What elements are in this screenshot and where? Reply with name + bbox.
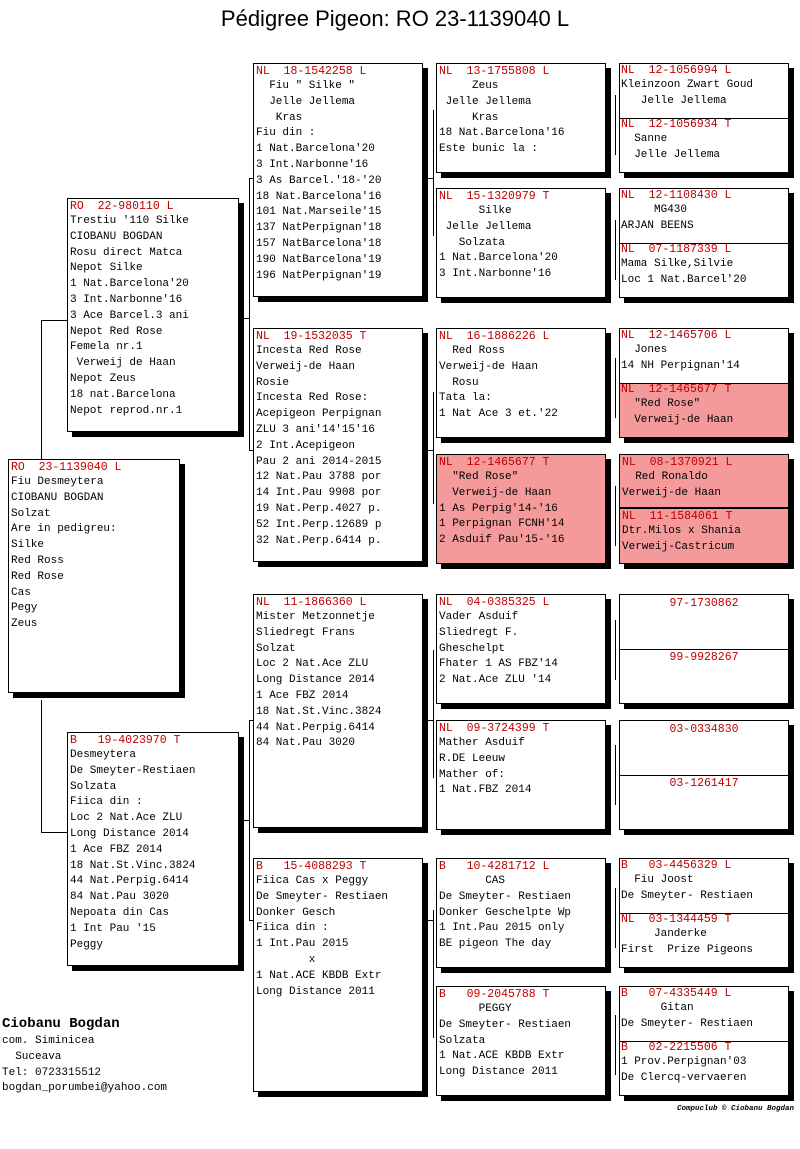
pigeon-info-line: Fiu " Silke " [256,80,356,92]
pigeon-info-line: Verweij-de Haan [439,486,552,499]
ring-number[interactable]: 03-1261417 [669,777,739,790]
pigeon-info-line: 18 Nat.Barcelona'16 [439,127,565,140]
pigeon-card-dam[interactable] [67,732,239,966]
pigeon-info-line: PEGGY [439,1003,512,1015]
ring-number: NL 12-1108430 L [621,189,732,202]
connector [615,620,616,680]
ring-number: B 07-4335449 L [621,987,732,1000]
pigeon-info-line: Mather Asduif [439,737,525,749]
ring-number: NL 18-1542258 L [256,65,367,78]
connector [249,820,250,920]
pigeon-info-line: Nepoata din Cas [70,906,170,919]
pigeon-info-line: Incesta Red Rose: [256,392,369,405]
connector [41,320,42,460]
pigeon-info-line: 44 Nat.Perpig.6414 [256,721,375,734]
connector [433,910,434,1038]
pigeon-info-line: Fiu Desmeytera [11,476,104,488]
owner-line: com. Siminicea [2,1035,95,1047]
connector [422,178,433,179]
connector [41,700,42,832]
ring-number: NL 11-1584061 T [622,510,733,523]
connector [433,110,434,236]
pigeon-info-line: Solzat [256,642,296,655]
pigeon-info-line: 18 nat.Barcelona [70,388,176,401]
pigeon-info-line: Gitan [621,1002,694,1014]
pigeon-info-line: Fiica din : [256,922,329,935]
pigeon-info-line: 1 Nat.ACE KBDB Extr [439,1050,565,1063]
pigeon-info-line: Verweij-de Haan [256,360,356,373]
pigeon-info-line: 1 Int.Pau 2015 [256,938,349,951]
pigeon-info-line: Kras [256,111,303,124]
ring-number: NL 12-1056994 L [621,64,732,77]
pigeon-card-gggp[interactable] [619,454,789,508]
pigeon-info-line: De Smeyter- Restiaen [439,1018,572,1031]
pigeon-info-line: Janderke [621,928,707,940]
pigeon-info-line: Dtr.Milos x Shania [622,525,741,537]
pigeon-info-line: Silke [11,539,45,552]
connector [433,650,434,778]
pigeon-info-line: Red Rose [11,570,64,583]
pigeon-card-great-grandparent[interactable] [436,63,606,173]
ring-number: NL 13-1755808 L [439,65,550,78]
ring-number[interactable]: 03-0334830 [669,723,739,736]
pigeon-info-line: Loc 2 Nat.Ace ZLU [70,812,183,825]
owner-email[interactable]: bogdan_porumbei@yahoo.com [2,1082,168,1095]
pigeon-info-line: 3 Ace Barcel.3 ani [70,309,189,322]
connector [615,220,616,280]
pigeon-info-line: De Smeyter-Restiaen [70,764,196,777]
ring-number: B 15-4088293 T [256,860,367,873]
pigeon-info-line: Jelle Jellema [621,148,721,161]
ring-number[interactable]: 97-1730862 [669,597,739,610]
pigeon-info-line: 1 As Perpig'14-'16 [439,502,558,515]
pigeon-info-line: First Prize Pigeons [621,943,754,956]
pigeon-info-line: Solzat [11,507,51,520]
ring-number: NL 11-1866360 L [256,596,367,609]
pigeon-info-line: Verweij-de Haan [622,486,722,499]
pigeon-info-line: Jelle Jellema [256,95,356,108]
pigeon-info-line: 52 Int.Perp.12689 p [256,518,382,531]
pigeon-card-great-grandparent[interactable] [436,594,606,704]
pigeon-info-line: Solzata [70,780,117,793]
ring-number: RO 22-980110 L [70,200,174,213]
pigeon-info-line: De Smeyter- Restiaen [621,1017,754,1030]
pigeon-card-grandparent[interactable] [253,63,423,297]
pigeon-info-line: Are in pedigreu: [11,523,117,536]
pigeon-info-line: Peggy [70,938,104,951]
pigeon-info-line: 1 Nat.FBZ 2014 [439,784,532,797]
pigeon-info-line: 1 Nat.ACE KBDB Extr [256,969,382,982]
ring-number: B 10-4281712 L [439,860,550,873]
pigeon-info-line: 18 Nat.St.Vinc.3824 [70,859,196,872]
pigeon-info-line: Desmeytera [70,749,137,761]
pigeon-info-line: Nepot Red Rose [70,325,163,338]
pigeon-info-line: Tata la: [439,392,492,405]
pigeon-info-line: CAS [439,875,506,887]
pigeon-info-line: 101 Nat.Marseile'15 [256,206,382,219]
pigeon-info-line: 32 Nat.Perp.6414 p. [256,534,382,547]
owner-name: Ciobanu Bogdan [2,1016,120,1032]
pigeon-info-line: Zeus [439,80,499,92]
pigeon-info-line: 14 NH Perpignan'14 [621,359,740,372]
pigeon-info-line: De Smeyter- Restiaen [439,890,572,903]
pigeon-info-line: Trestiu '110 Silke [70,215,189,227]
pigeon-info-line: 1 Perpignan FCNH'14 [439,518,565,531]
pigeon-info-line: Fiu din : [256,127,316,140]
pigeon-info-line: 1 Nat.Barcelona'20 [256,143,375,156]
pigeon-info-line: Solzata [439,1034,486,1047]
pigeon-info-line: MG430 [621,204,688,216]
pigeon-info-line: Fiica Cas x Peggy [256,875,369,887]
pair-divider [620,775,788,776]
pigeon-card-subject[interactable] [8,459,180,693]
pigeon-info-line: Red Ronaldo [622,471,708,483]
pigeon-info-line: 1 Nat.Barcelona'20 [439,252,558,265]
pigeon-card-great-grandparent[interactable] [436,188,606,298]
owner-line: Suceava [2,1050,62,1063]
pigeon-info-line: 1 Int Pau '15 [70,922,156,935]
pigeon-info-line: 157 NatBarcelona'18 [256,237,382,250]
pigeon-info-line: Jelle Jellema [439,95,532,108]
connector [615,1015,616,1075]
ring-number: NL 04-0385325 L [439,596,550,609]
pigeon-info-line: 2 Int.Acepigeon [256,439,356,452]
pigeon-info-line: "Red Rose" [439,471,519,483]
connector [615,888,616,948]
page-title: Pédigree Pigeon: RO 23-1139040 L [220,6,570,31]
connector [615,486,616,546]
connector [239,820,249,821]
pigeon-info-line: Mister Metzonnetje [256,611,375,623]
pigeon-info-line: 84 Nat.Pau 3020 [256,737,356,750]
pigeon-info-line: x [256,953,316,966]
connector [422,920,433,921]
pigeon-info-line: R.DE Leeuw [439,752,506,765]
pigeon-pair-card [619,720,789,830]
pigeon-info-line: 18 Nat.St.Vinc.3824 [256,705,382,718]
pigeon-info-line: ZLU 3 ani'14'15'16 [256,423,375,436]
pigeon-info-line: Kras [439,111,499,124]
ring-number: NL 12-1465677 T [621,383,732,396]
pigeon-info-line: Fiica din : [70,796,143,809]
ring-number: B 03-4456329 L [621,859,732,872]
ring-number: RO 23-1139040 L [11,461,122,474]
pigeon-info-line: 3 Int.Narbonne'16 [256,158,369,171]
pigeon-info-line: Verweij-de Haan [439,360,539,373]
pigeon-card-grandparent[interactable] [253,328,423,562]
pigeon-info-line: De Clercq-vervaeren [621,1071,747,1084]
pigeon-info-line: 3 Int.Narbonne'16 [439,268,552,281]
pigeon-pair-card [619,594,789,704]
ring-number: NL 08-1370921 L [622,456,733,469]
pigeon-card-gggp[interactable] [619,63,789,117]
pigeon-info-line: 1 Int.Pau 2015 only [439,922,565,935]
pigeon-info-line: Fhater 1 AS FBZ'14 [439,658,558,671]
pigeon-card-great-grandparent[interactable] [436,720,606,830]
pigeon-info-line: CIOBANU BOGDAN [11,491,104,504]
pigeon-card-grandparent[interactable] [253,858,423,1092]
pigeon-info-line: Acepigeon Perpignan [256,408,382,421]
pigeon-info-line: Sanne [621,133,668,145]
pigeon-info-line: Rosie [256,376,290,389]
pigeon-info-line: 1 Prov.Perpignan'03 [621,1056,747,1068]
pigeon-info-line: Vader Asduif [439,611,519,623]
pigeon-info-line: 1 Nat.Barcelona'20 [70,278,189,291]
pigeon-info-line: 2 Asduif Pau'15-'16 [439,534,565,547]
pigeon-info-line: Verweij-de Haan [621,413,734,426]
pigeon-info-line: Pau 2 ani 2014-2015 [256,455,382,468]
pigeon-info-line: Mather of: [439,768,506,781]
pigeon-info-line: BE pigeon The day [439,938,552,951]
pigeon-card-great-grandparent[interactable] [436,328,606,438]
pigeon-info-line: Rosu [439,376,479,389]
pigeon-info-line: Incesta Red Rose [256,345,362,357]
pigeon-card-gggp[interactable] [619,188,789,242]
pigeon-info-line: Long Distance 2011 [439,1066,558,1079]
pigeon-info-line: Red Ross [11,554,64,567]
pigeon-info-line: Este bunic la : [439,143,539,156]
pigeon-info-line: Donker Geschelpte Wp [439,906,572,919]
pigeon-card-gggp[interactable] [619,382,789,438]
pigeon-card-gggp[interactable] [619,508,789,564]
ring-number: NL 07-1187339 L [621,243,732,256]
pigeon-info-line: Loc 2 Nat.Ace ZLU [256,658,369,671]
pigeon-info-line: 84 Nat.Pau 3020 [70,891,170,904]
pigeon-info-line: ARJAN BEENS [621,219,694,232]
pigeon-info-line: Sliedregt F. [439,626,519,639]
pigeon-card-gggp[interactable] [619,328,789,382]
pair-divider [620,649,788,650]
pigeon-info-line: 3 Int.Narbonne'16 [70,293,183,306]
pigeon-info-line: Silke [439,205,512,217]
connector [433,392,434,504]
pigeon-info-line: Gheschelpt [439,642,506,655]
connector [249,318,250,450]
pigeon-info-line: 12 Nat.Pau 3788 por [256,471,382,484]
pigeon-card-grandparent[interactable] [253,594,423,828]
footer-credit: Compuclub © Ciobanu Bogdan [676,1105,794,1113]
pigeon-info-line: Sliedregt Frans [256,626,356,639]
pigeon-info-line: Femela nr.1 [70,341,143,354]
pigeon-card-great-grandparent[interactable] [436,454,606,564]
connector [615,745,616,805]
pigeon-info-line: Loc 1 Nat.Barcel'20 [621,273,747,286]
connector [41,832,69,833]
pigeon-info-line: Verweij-Castricum [622,540,735,553]
pigeon-info-line: Jelle Jellema [439,220,532,233]
ring-number: NL 12-1465677 T [439,456,550,469]
ring-number: B 09-2045788 T [439,988,550,1001]
ring-number: B 02-2215506 T [621,1041,732,1054]
pigeon-info-line: 3 As Barcel.'18-'20 [256,174,382,187]
pigeon-card-gggp[interactable] [619,986,789,1040]
pigeon-info-line: Kleinzoon Zwart Goud [621,79,754,91]
pigeon-info-line: De Smeyter- Restiaen [621,889,754,902]
ring-number: NL 09-3724399 T [439,722,550,735]
pigeon-info-line: 18 Nat.Barcelona'16 [256,190,382,203]
ring-number: NL 12-1465706 L [621,329,732,342]
ring-number: NL 12-1056934 T [621,118,732,131]
connector [615,358,616,418]
pigeon-info-line: Long Distance 2011 [256,985,375,998]
connector [41,320,69,321]
pigeon-card-gggp[interactable] [619,1040,789,1096]
pigeon-info-line: Fiu Joost [621,874,694,886]
pigeon-card-gggp[interactable] [619,912,789,968]
connector [615,95,616,155]
pigeon-card-gggp[interactable] [619,858,789,912]
pigeon-info-line: 1 Ace FBZ 2014 [70,843,163,856]
pigeon-info-line: 44 Nat.Perpig.6414 [70,875,189,888]
pigeon-info-line: 1 Nat Ace 3 et.'22 [439,408,558,421]
ring-number[interactable]: 99-9928267 [669,651,739,664]
ring-number: NL 19-1532035 T [256,330,367,343]
pigeon-info-line: Zeus [11,618,38,631]
pigeon-info-line: 190 NatBarcelona'19 [256,253,382,266]
pigeon-card-sire[interactable] [67,198,239,432]
pigeon-info-line: Mama Silke,Silvie [621,258,734,270]
ring-number: NL 15-1320979 T [439,190,550,203]
pigeon-info-line: Nepot reprod.nr.1 [70,404,183,417]
pigeon-info-line: Solzata [439,236,506,249]
connector [249,178,250,318]
owner-phone: Tel: 0723315512 [2,1066,102,1079]
connector [249,720,250,820]
pigeon-card-great-grandparent[interactable] [436,986,606,1096]
pigeon-info-line: "Red Rose" [621,398,701,410]
pigeon-card-gggp[interactable] [619,242,789,298]
ring-number: NL 16-1886226 L [439,330,550,343]
pigeon-info-line: De Smeyter- Restiaen [256,890,389,903]
pigeon-info-line: CIOBANU BOGDAN [70,230,163,243]
owner-info [2,1014,167,1097]
pigeon-info-line: 137 NatPerpignan'18 [256,222,382,235]
connector [239,318,249,319]
pigeon-info-line: Donker Gesch [256,906,336,919]
pigeon-info-line: 1 Ace FBZ 2014 [256,689,349,702]
pigeon-info-line: Pegy [11,602,38,615]
pigeon-info-line: Jelle Jellema [621,94,727,107]
pigeon-info-line: 196 NatPerpignan'19 [256,269,382,282]
pigeon-info-line: Jones [621,344,668,356]
pigeon-info-line: Long Distance 2014 [256,674,375,687]
pigeon-info-line: Rosu direct Matca [70,246,183,259]
pigeon-info-line: Nepot Silke [70,262,143,275]
pigeon-info-line: 2 Nat.Ace ZLU '14 [439,674,552,687]
pigeon-info-line: Verweij de Haan [70,357,176,370]
connector [422,720,433,721]
pigeon-info-line: 14 Int.Pau 9908 por [256,487,382,500]
pigeon-card-gggp[interactable] [619,117,789,173]
pigeon-info-line: Cas [11,586,31,599]
pigeon-card-great-grandparent[interactable] [436,858,606,968]
connector [422,450,433,451]
pigeon-info-line: 19 Nat.Perp.4027 p. [256,502,382,515]
pigeon-info-line: Long Distance 2014 [70,827,189,840]
pigeon-info-line: Red Ross [439,345,506,357]
pigeon-info-line: Nepot Zeus [70,372,137,385]
ring-number: NL 03-1344459 T [621,913,732,926]
ring-number: B 19-4023970 T [70,734,181,747]
